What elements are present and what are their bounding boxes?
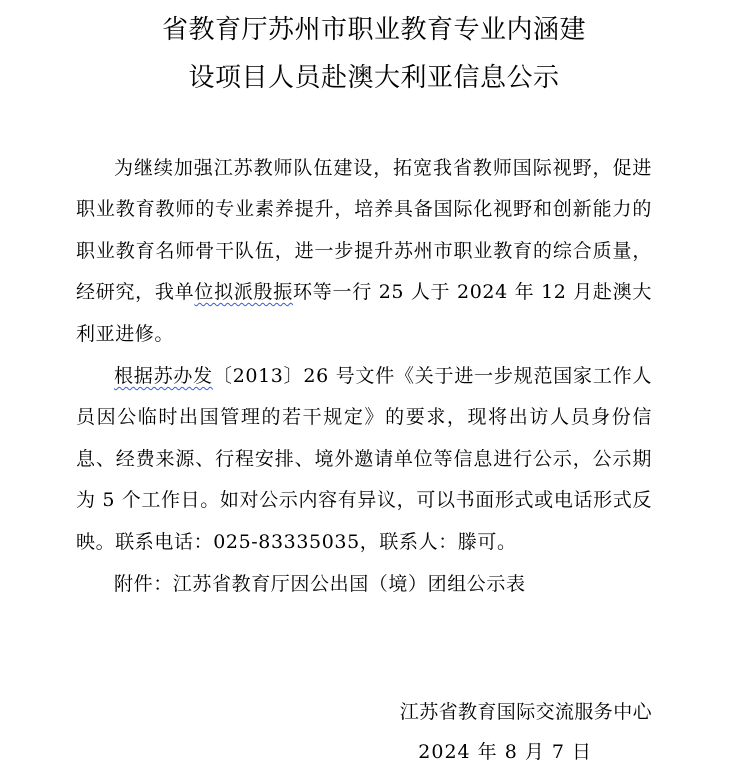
body-paragraph-2 — [76, 356, 652, 563]
signature-organization: 江苏省教育国际交流服务中心 — [399, 701, 652, 723]
document-title-line-2: 设项目人员赴澳大利亚信息公示 — [188, 63, 560, 93]
document-title-line-1: 省教育厅苏州市职业教育专业内涵建 — [161, 15, 586, 45]
body-paragraph-1 — [76, 148, 652, 355]
signature-date: 2024 年 8 月 7 日 — [418, 741, 592, 763]
spellcheck-marked-text: 根据苏办发 — [114, 365, 213, 387]
spellcheck-marked-text: 位拟派殷振 — [194, 281, 294, 304]
attachment-line: 附件：江苏省教育厅因公出国（境）团组公示表 — [114, 573, 526, 595]
paragraph-1-text-end: 环等一行 25 人于 2024 年 12 月赴澳大利亚进修。 — [76, 281, 652, 345]
paragraph-2-text: 〔2013〕26 号文件《关于进一步规范国家工作人员因公临时出国管理的若干规定》的要求，现将出访人员身份信息、经费来源、行程安排、境外邀请单位等信息进行公示，公示期为 5 个工作日。如对公示内容有异议，可以书面形式或电话形式反映。联系电话：025-83335035，联系人：滕可。 — [76, 365, 652, 553]
paragraph-1-text-start: 为继续加强江苏教师队伍建设，拓宽我省教师国际视野，促进职业教育教师的专业素养提升，培养具备国际化视野和创新能力的职业教育名师骨干队伍，进一步提升苏州市职业教育的综合质量，经研究，我单 — [76, 157, 652, 304]
